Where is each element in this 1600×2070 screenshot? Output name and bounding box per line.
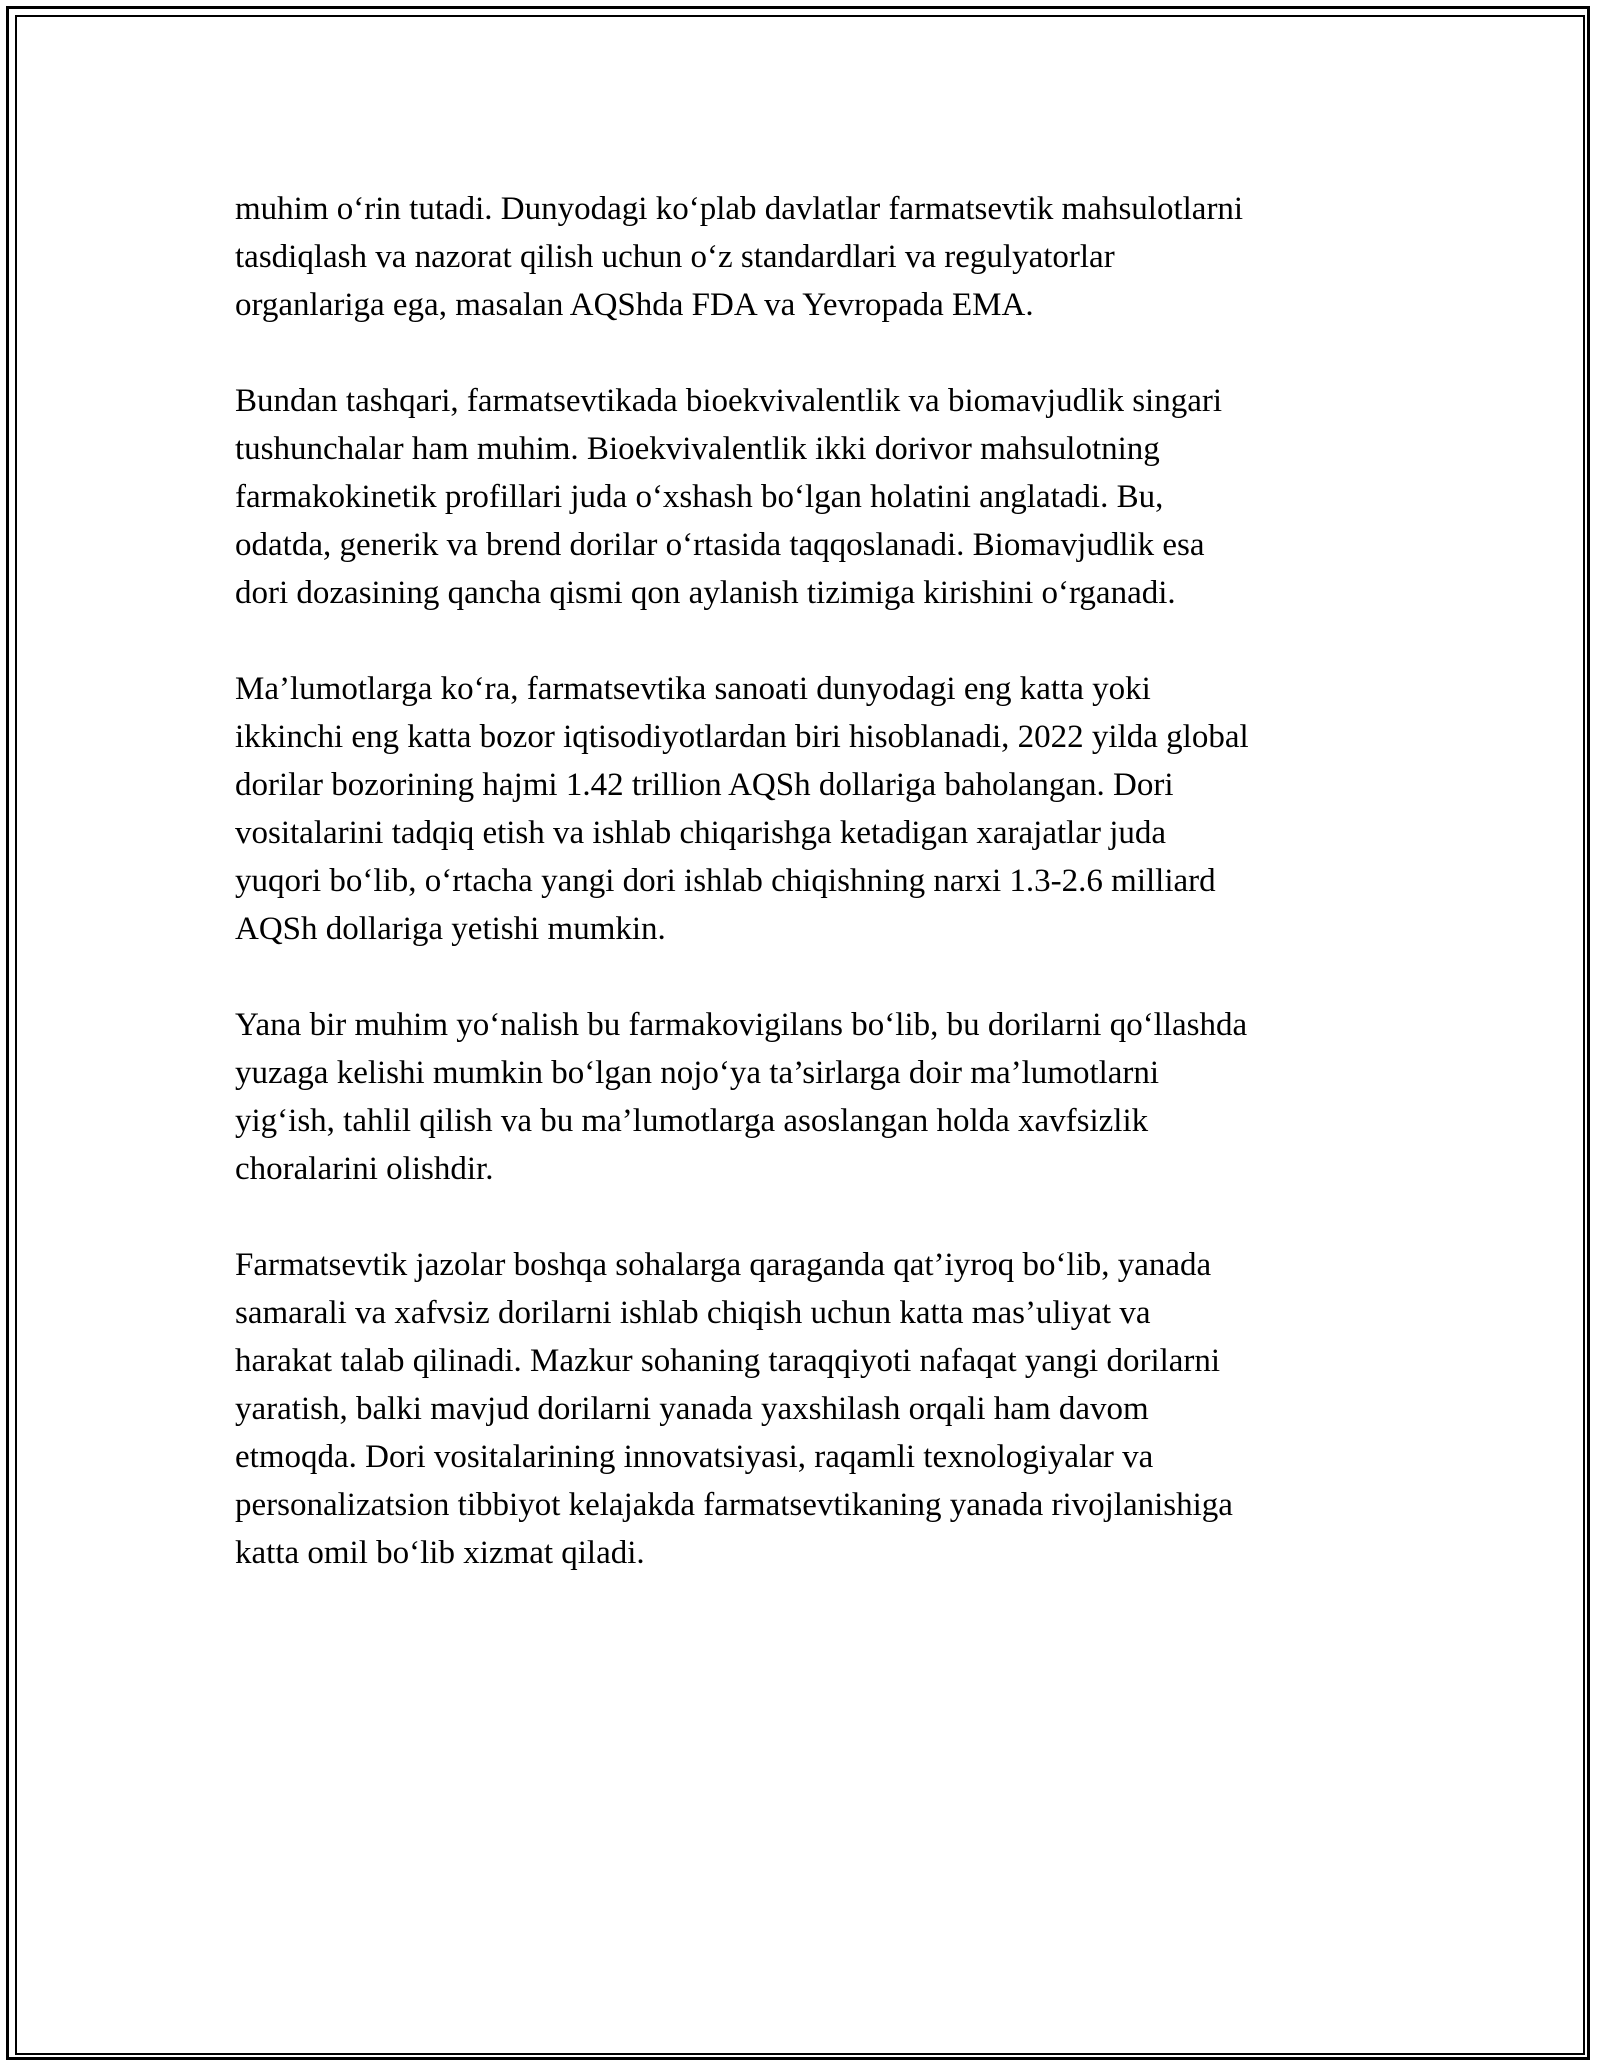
text-line: tasdiqlash va nazorat qilish uchun o‘z standardlari va regulyatorlar bbox=[235, 239, 1115, 275]
text-line: organlariga ega, masalan AQShda FDA va Yevropada EMA. bbox=[235, 287, 1034, 323]
text-line: yuzaga kelishi mumkin bo‘lgan nojo‘ya ta’sirlarga doir ma’lumotlarni bbox=[235, 1055, 1160, 1091]
paragraph bbox=[235, 377, 1375, 617]
text-line: ikkinchi eng katta bozor iqtisodiyotlardan biri hisoblanadi, 2022 yilda global bbox=[235, 719, 1249, 755]
text-line: yuqori bo‘lib, o‘rtacha yangi dori ishlab chiqishning narxi 1.3-2.6 milliard bbox=[235, 863, 1216, 899]
text-line: samarali va xafvsiz dorilarni ishlab chiqish uchun katta mas’uliyat va bbox=[235, 1295, 1151, 1331]
text-line: odatda, generik va brend dorilar o‘rtasida taqqoslanadi. Biomavjudlik esa bbox=[235, 527, 1205, 563]
text-line: farmakokinetik profillari juda o‘xshash bo‘lgan holatini anglatadi. Bu, bbox=[235, 479, 1164, 515]
text-line: personalizatsion tibbiyot kelajakda farmatsevtikaning yanada rivojlanishiga bbox=[235, 1487, 1233, 1523]
paragraph bbox=[235, 185, 1375, 329]
text-line: harakat talab qilinadi. Mazkur sohaning taraqqiyoti nafaqat yangi dorilarni bbox=[235, 1343, 1221, 1379]
text-line: choralarini olishdir. bbox=[235, 1151, 494, 1187]
text-line: Farmatsevtik jazolar boshqa sohalarga qaraganda qat’iyroq bo‘lib, yanada bbox=[235, 1247, 1212, 1283]
text-line: tushunchalar ham muhim. Bioekvivalentlik ikki dorivor mahsulotning bbox=[235, 431, 1160, 467]
paragraph bbox=[235, 1001, 1375, 1193]
text-line: Yana bir muhim yo‘nalish bu farmakovigilans bo‘lib, bu dorilarni qo‘llashda bbox=[235, 1007, 1248, 1043]
text-line: katta omil bo‘lib xizmat qiladi. bbox=[235, 1535, 645, 1571]
document-body bbox=[235, 185, 1375, 1625]
paragraph bbox=[235, 665, 1375, 953]
text-line: vositalarini tadqiq etish va ishlab chiqarishga ketadigan xarajatlar juda bbox=[235, 815, 1167, 851]
text-line: dori dozasining qancha qismi qon aylanish tizimiga kirishini o‘rganadi. bbox=[235, 575, 1176, 611]
text-line: dorilar bozorining hajmi 1.42 trillion AQSh dollariga baholangan. Dori bbox=[235, 767, 1174, 803]
text-line: etmoqda. Dori vositalarining innovatsiyasi, raqamli texnologiyalar va bbox=[235, 1439, 1154, 1475]
text-line: muhim o‘rin tutadi. Dunyodagi ko‘plab davlatlar farmatsevtik mahsulotlarni bbox=[235, 191, 1244, 227]
paragraph bbox=[235, 1241, 1375, 1577]
text-line: Ma’lumotlarga ko‘ra, farmatsevtika sanoati dunyodagi eng katta yoki bbox=[235, 671, 1151, 707]
text-line: yaratish, balki mavjud dorilarni yanada yaxshilash orqali ham davom bbox=[235, 1391, 1149, 1427]
text-line: yig‘ish, tahlil qilish va bu ma’lumotlarga asoslangan holda xavfsizlik bbox=[235, 1103, 1149, 1139]
text-line: Bundan tashqari, farmatsevtikada bioekvivalentlik va biomavjudlik singari bbox=[235, 383, 1223, 419]
text-line: AQSh dollariga yetishi mumkin. bbox=[235, 911, 666, 947]
